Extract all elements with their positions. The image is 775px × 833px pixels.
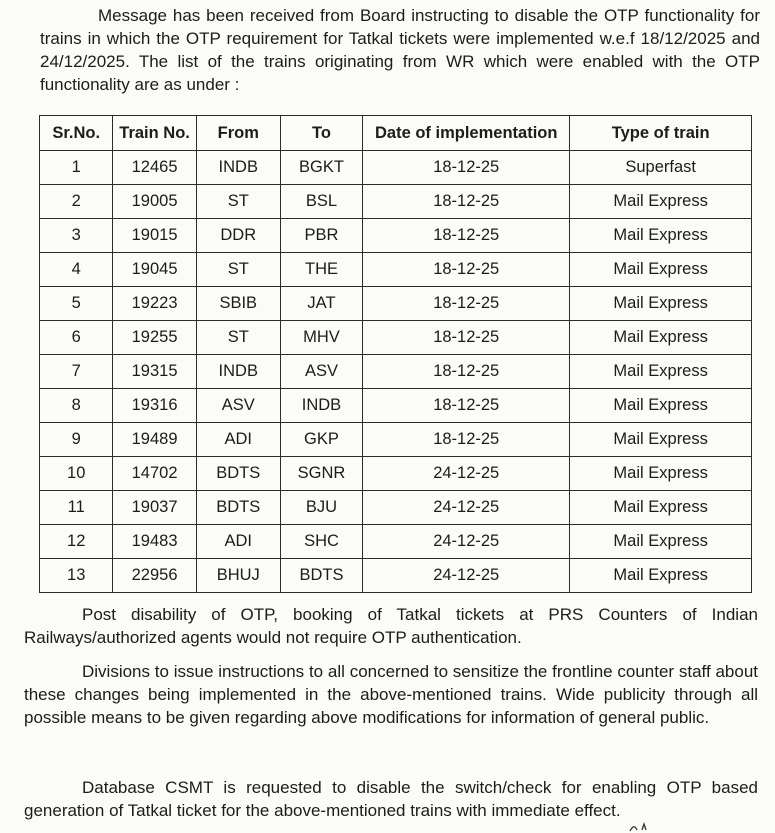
table-row xyxy=(40,151,752,185)
cell-from: ADI xyxy=(196,525,280,559)
cell-sr-no: 4 xyxy=(40,253,113,287)
cell-to: BJU xyxy=(280,491,362,525)
table-row xyxy=(40,559,752,593)
cell-sr-no: 1 xyxy=(40,151,113,185)
cell-date: 18-12-25 xyxy=(363,253,570,287)
cell-date: 24-12-25 xyxy=(363,491,570,525)
cell-from: ST xyxy=(196,185,280,219)
train-list-table xyxy=(39,115,752,593)
cell-sr-no: 10 xyxy=(40,457,113,491)
cell-to: BGKT xyxy=(280,151,362,185)
table-row xyxy=(40,491,752,525)
cell-to: PBR xyxy=(280,219,362,253)
table-row xyxy=(40,457,752,491)
cell-from: BDTS xyxy=(196,457,280,491)
cell-train-no: 19255 xyxy=(113,321,196,355)
cell-train-no: 19005 xyxy=(113,185,196,219)
table-row xyxy=(40,321,752,355)
cell-date: 24-12-25 xyxy=(363,559,570,593)
header-date-of-implementation: Date of implementation xyxy=(363,116,570,151)
cell-sr-no: 8 xyxy=(40,389,113,423)
cell-train-no: 19223 xyxy=(113,287,196,321)
cell-from: SBIB xyxy=(196,287,280,321)
table-header-row xyxy=(40,116,752,151)
cell-date: 18-12-25 xyxy=(363,423,570,457)
cell-from: INDB xyxy=(196,355,280,389)
table-row xyxy=(40,185,752,219)
table-row xyxy=(40,355,752,389)
cell-to: SHC xyxy=(280,525,362,559)
cell-from: ASV xyxy=(196,389,280,423)
cell-train-no: 22956 xyxy=(113,559,196,593)
cell-to: ASV xyxy=(280,355,362,389)
cell-type: Mail Express xyxy=(570,321,752,355)
cell-from: ST xyxy=(196,253,280,287)
cell-train-no: 19045 xyxy=(113,253,196,287)
header-to: To xyxy=(280,116,362,151)
cell-from: DDR xyxy=(196,219,280,253)
cell-date: 18-12-25 xyxy=(363,185,570,219)
cell-sr-no: 7 xyxy=(40,355,113,389)
cell-type: Mail Express xyxy=(570,491,752,525)
cell-sr-no: 13 xyxy=(40,559,113,593)
cell-sr-no: 5 xyxy=(40,287,113,321)
cell-to: THE xyxy=(280,253,362,287)
cell-date: 18-12-25 xyxy=(363,219,570,253)
cell-date: 24-12-25 xyxy=(363,525,570,559)
cell-date: 18-12-25 xyxy=(363,389,570,423)
cell-train-no: 19316 xyxy=(113,389,196,423)
cell-from: BDTS xyxy=(196,491,280,525)
cell-type: Mail Express xyxy=(570,219,752,253)
cell-to: BSL xyxy=(280,185,362,219)
cell-date: 18-12-25 xyxy=(363,151,570,185)
cell-type: Mail Express xyxy=(570,389,752,423)
cell-to: JAT xyxy=(280,287,362,321)
otp-authentication-paragraph: Post disability of OTP, booking of Tatkal tickets at PRS Counters of Indian Railways/authorized agents would not require OTP authentication. xyxy=(24,605,758,647)
table-row xyxy=(40,287,752,321)
cell-type: Mail Express xyxy=(570,423,752,457)
cell-train-no: 12465 xyxy=(113,151,196,185)
cell-type: Superfast xyxy=(570,151,752,185)
table-row xyxy=(40,423,752,457)
cell-date: 18-12-25 xyxy=(363,287,570,321)
cell-from: INDB xyxy=(196,151,280,185)
cell-sr-no: 11 xyxy=(40,491,113,525)
header-sr-no: Sr.No. xyxy=(40,116,113,151)
cell-type: Mail Express xyxy=(570,287,752,321)
header-from: From xyxy=(196,116,280,151)
cell-sr-no: 2 xyxy=(40,185,113,219)
divisions-instruction-paragraph: Divisions to issue instructions to all concerned to sensitize the frontline counter staff about these changes being implemented in the above-mentioned trains. Wide publicity through all possible means to be given regarding above modifications for information of general public. xyxy=(24,662,758,727)
table-row xyxy=(40,389,752,423)
cell-to: BDTS xyxy=(280,559,362,593)
table-row xyxy=(40,219,752,253)
cell-from: ADI xyxy=(196,423,280,457)
header-type-of-train: Type of train xyxy=(570,116,752,151)
cell-sr-no: 9 xyxy=(40,423,113,457)
cell-to: INDB xyxy=(280,389,362,423)
cell-date: 24-12-25 xyxy=(363,457,570,491)
cell-to: GKP xyxy=(280,423,362,457)
pen-mark-icon xyxy=(628,822,658,832)
table-body xyxy=(40,151,752,593)
table-row xyxy=(40,525,752,559)
database-request-paragraph: Database CSMT is requested to disable the switch/check for enabling OTP based generation of Tatkal ticket for the above-mentioned trains with immediate effect. xyxy=(24,778,758,820)
cell-type: Mail Express xyxy=(570,559,752,593)
cell-type: Mail Express xyxy=(570,457,752,491)
cell-to: MHV xyxy=(280,321,362,355)
cell-type: Mail Express xyxy=(570,525,752,559)
cell-train-no: 14702 xyxy=(113,457,196,491)
cell-type: Mail Express xyxy=(570,185,752,219)
cell-from: BHUJ xyxy=(196,559,280,593)
cell-sr-no: 3 xyxy=(40,219,113,253)
cell-date: 18-12-25 xyxy=(363,321,570,355)
cell-train-no: 19015 xyxy=(113,219,196,253)
cell-train-no: 19315 xyxy=(113,355,196,389)
cell-train-no: 19489 xyxy=(113,423,196,457)
cell-type: Mail Express xyxy=(570,355,752,389)
cell-type: Mail Express xyxy=(570,253,752,287)
cell-date: 18-12-25 xyxy=(363,355,570,389)
cell-to: SGNR xyxy=(280,457,362,491)
cell-train-no: 19037 xyxy=(113,491,196,525)
cell-sr-no: 12 xyxy=(40,525,113,559)
intro-paragraph: Message has been received from Board instructing to disable the OTP functionality for trains in which the OTP requirement for Tatkal tickets were implemented w.e.f 18/12/2025 and 24/12/2025. The list of the trains originating from WR which were enabled with the OTP functionality are as under : xyxy=(40,6,760,94)
cell-sr-no: 6 xyxy=(40,321,113,355)
cell-from: ST xyxy=(196,321,280,355)
table-row xyxy=(40,253,752,287)
header-train-no: Train No. xyxy=(113,116,196,151)
cell-train-no: 19483 xyxy=(113,525,196,559)
